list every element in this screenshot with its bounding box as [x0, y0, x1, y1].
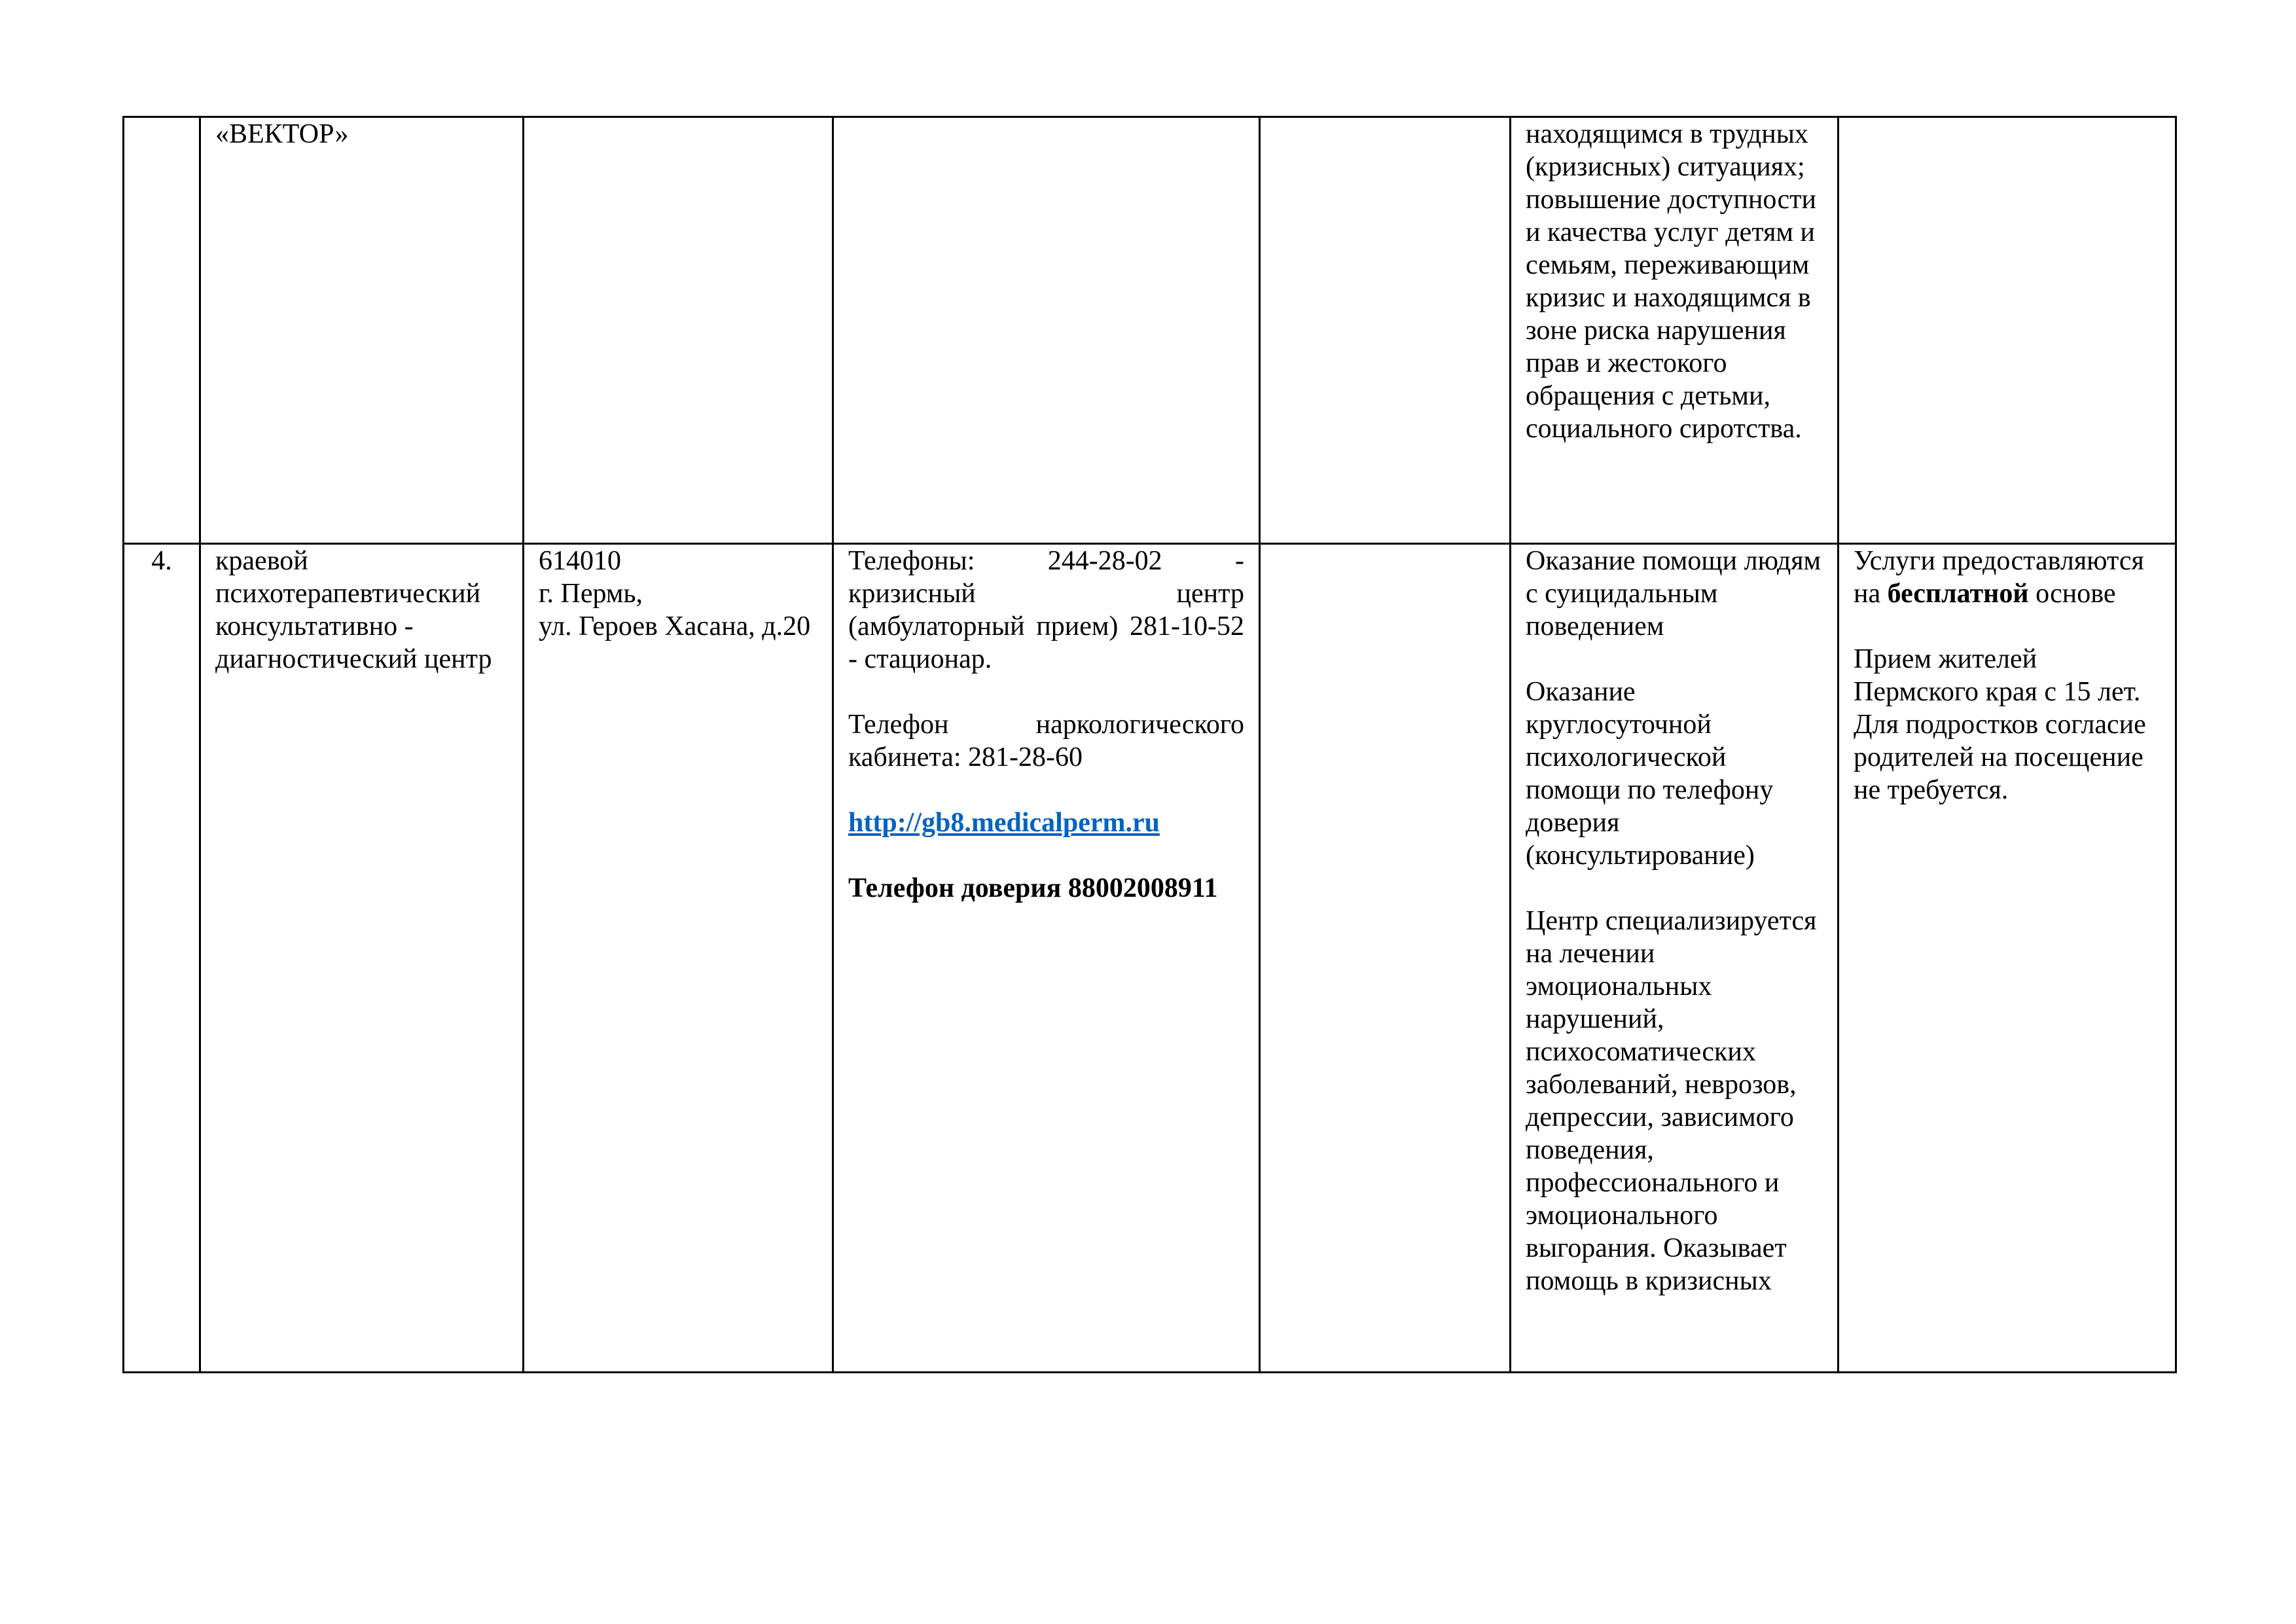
phones-crisis: Телефоны: 244-28-02 - кризисный центр	[848, 546, 1244, 609]
terms-prefix: Услуги предоставляются на	[1854, 546, 2144, 609]
website-link[interactable]: http://gb8.medicalperm.ru	[848, 808, 1160, 838]
terms-cell	[1839, 117, 2176, 544]
services-text: находящимся в трудных (кризисных) ситуациях; повышение доступности и качества услуг детям и семьям, переживающим кризис и находящимся в зоне риска нарушения прав и жестокого обращения с детьми, социального сиротства.	[1526, 119, 1816, 444]
hotline-phone: Телефон доверия 88002008911	[848, 873, 1218, 903]
organization-name: краевой психотерапевтический консультативно - диагностический центр	[215, 546, 492, 674]
table-row	[124, 117, 2176, 544]
service-specialization: Центр специализируется на лечении эмоциональных нарушений, психосоматических заболеваний, неврозов, депрессии, зависимого поведения, профессионального и эмоционального выгорания. Оказывает помощь в кризисных	[1526, 906, 1817, 1296]
name-cell	[200, 544, 524, 1373]
address-street: ул. Героев Хасана, д.20	[539, 611, 811, 641]
address-postcode: 614010	[539, 546, 621, 576]
empty-cell	[1260, 117, 1511, 544]
number-cell	[124, 117, 200, 544]
organization-name: «ВЕКТОР»	[215, 119, 349, 149]
row-number: 4.	[151, 546, 172, 576]
number-cell	[124, 544, 200, 1373]
phone-narcology: Телефон наркологического кабинета: 281-28-60	[848, 710, 1244, 772]
terms-free	[1854, 545, 2161, 610]
empty-cell	[1260, 544, 1511, 1373]
address-cell	[524, 117, 833, 544]
service-suicide-help: Оказание помощи людям с суицидальным поведением	[1526, 546, 1821, 641]
services-cell	[1511, 117, 1839, 544]
terms-admission: Прием жителей Пермского края с 15 лет. Для подростков согласие родителей на посещение не требуется.	[1854, 644, 2146, 805]
terms-free-emphasis: бесплатной	[1887, 579, 2029, 609]
contacts-cell	[833, 544, 1260, 1373]
table-row	[124, 544, 2176, 1373]
terms-suffix: основе	[2036, 579, 2116, 609]
organizations-table	[122, 116, 2177, 1373]
address-cell	[524, 544, 833, 1373]
phones-hospital: (амбулаторный прием) 281-10-52 - стационар.	[848, 611, 1244, 674]
terms-cell	[1839, 544, 2176, 1373]
contacts-cell	[833, 117, 1260, 544]
services-cell	[1511, 544, 1839, 1373]
address-city: г. Пермь,	[539, 579, 643, 609]
name-cell	[200, 117, 524, 544]
service-hotline: Оказание круглосуточной психологической помощи по телефону доверия (консультирование)	[1526, 677, 1774, 871]
